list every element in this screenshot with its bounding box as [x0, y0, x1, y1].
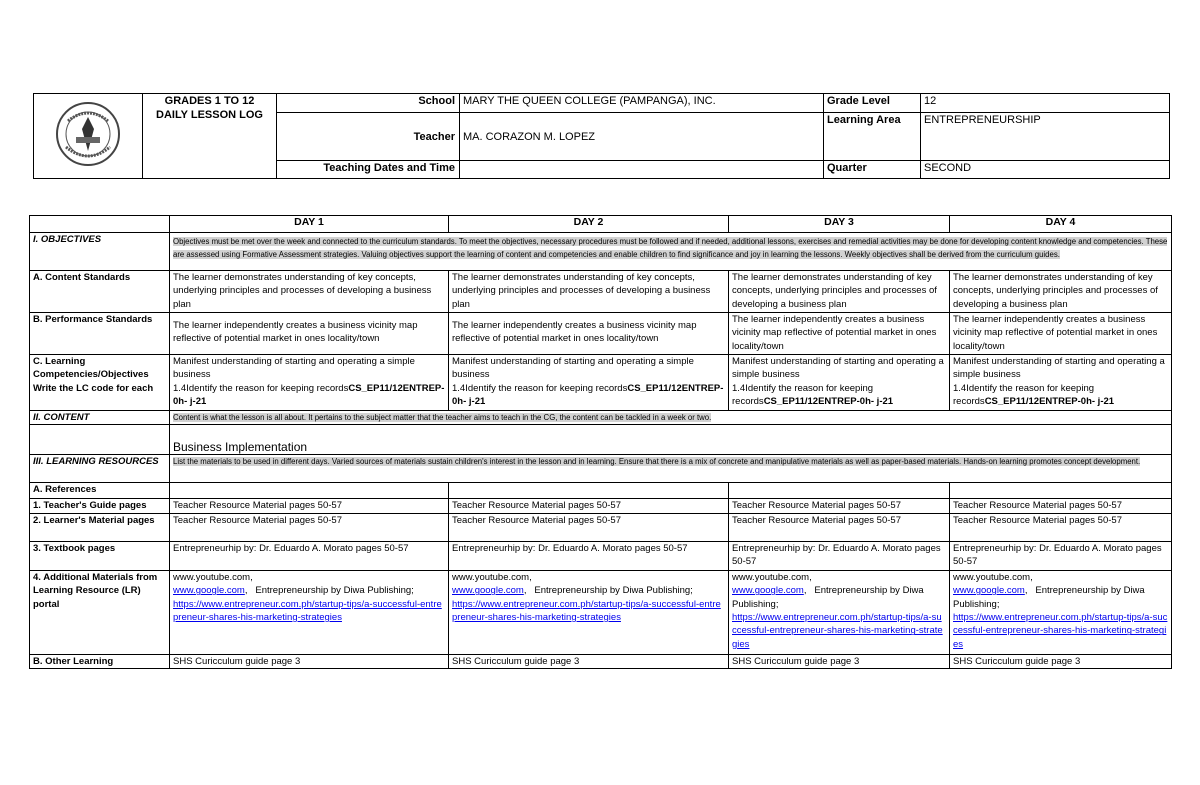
lesson-log-table [29, 215, 1172, 669]
youtube-text: www.youtube.com, [732, 571, 812, 583]
grade-level-value: 12 [921, 94, 1170, 113]
competency-sub [732, 382, 946, 409]
teachers-guide-row [30, 499, 1172, 513]
additional-materials-row [30, 570, 1172, 654]
competency-sub [452, 382, 725, 409]
google-diwa-line [953, 584, 1168, 611]
google-diwa-line [173, 584, 445, 597]
content-standards-day1: The learner demonstrates understanding of key concepts, underlying principles and processes of developing a business plan [170, 271, 449, 313]
lc-code: CS_EP11/12ENTREP-0h- j-21 [452, 382, 724, 408]
references-day3 [729, 483, 950, 499]
content-standards-row [30, 271, 1172, 313]
google-diwa-line [732, 584, 946, 611]
day-2-header: DAY 2 [449, 216, 729, 233]
content-standards-label: A. Content Standards [30, 271, 170, 313]
performance-standards-day4: The learner independently creates a business vicinity map reflective of potential market in ones locality/town [950, 313, 1172, 355]
competencies-day2 [449, 355, 729, 411]
google-link[interactable]: www.google.com [452, 585, 524, 597]
quarter-value: SECOND [921, 161, 1170, 179]
additional-materials-day1 [170, 570, 449, 654]
content-row [30, 411, 1172, 425]
google-link[interactable]: www.google.com [173, 585, 245, 597]
references-day4 [950, 483, 1172, 499]
references-label: A. References [30, 483, 170, 499]
header-table [33, 93, 1170, 179]
teachers-guide-day4: Teacher Resource Material pages 50-57 [950, 499, 1172, 513]
textbook-row [30, 541, 1172, 570]
corner-cell [30, 216, 170, 233]
teachers-guide-day2: Teacher Resource Material pages 50-57 [449, 499, 729, 513]
competency-sub-text: 1.4Identify the reason for keeping records [452, 382, 628, 394]
entrepreneur-link[interactable]: https://www.entrepreneur.com.ph/startup-tips/a-successful-entrepreneur-shares-his-marketing-strategies [732, 612, 943, 650]
day-4-header: DAY 4 [950, 216, 1172, 233]
competency-text: Manifest understanding of starting and operating a simple business [173, 356, 415, 381]
content-standards-day3: The learner demonstrates understanding of key concepts, underlying principles and processes of developing a business plan [729, 271, 950, 313]
diwa-text: Entrepreneurship by Diwa Publishing; [732, 585, 924, 610]
textbook-label: 3. Textbook pages [30, 541, 170, 570]
resources-row [30, 455, 1172, 483]
teachers-guide-day1: Teacher Resource Material pages 50-57 [170, 499, 449, 513]
entrepreneur-link[interactable]: https://www.entrepreneur.com.ph/startup-tips/a-successful-entrepreneur-shares-his-marketing-strategies [953, 612, 1168, 650]
competency-sub-text: 1.4Identify the reason for keeping records [173, 382, 349, 394]
content-note: Content is what the lesson is all about. It pertains to the subject matter that the teacher aims to teach in the CG, the content can be tackled in a week or two. [173, 413, 712, 422]
objectives-note: Objectives must be met over the week and connected to the curriculum standards. To meet the objectives, necessary procedures must be followed and if needed, additional lessons, exercises and remedial activities may be done for developing content knowledge and competencies. These are assessed using Formative Assessment strategies. Valuing objectives support the learning of content and competencies and enable children to find significance and joy in learning the lessons. Weekly objectives shall be derived from the curriculum guides. [173, 237, 1168, 260]
learners-material-label: 2. Learner's Material pages [30, 513, 170, 541]
school-label: School [277, 94, 460, 113]
youtube-text: www.youtube.com, [173, 571, 253, 583]
comma: , [803, 585, 807, 597]
youtube-text: www.youtube.com, [953, 571, 1033, 583]
performance-standards-label: B. Performance Standards [30, 313, 170, 355]
lc-code: CS_EP11/12ENTREP-0h- j-21 [173, 382, 445, 408]
competencies-day4 [950, 355, 1172, 411]
topic-title: Business Implementation [170, 425, 1172, 455]
title-line-1: GRADES 1 TO 12 [164, 95, 255, 107]
content-standards-day2: The learner demonstrates understanding of key concepts, underlying principles and processes of developing a business plan [449, 271, 729, 313]
youtube-text: www.youtube.com, [452, 571, 532, 583]
additional-materials-label: 4. Additional Materials from Learning Resource (LR) portal [30, 570, 170, 654]
learning-area-value: ENTREPRENEURSHIP [921, 113, 1170, 161]
learners-material-day4: Teacher Resource Material pages 50-57 [950, 513, 1172, 541]
day-1-header: DAY 1 [170, 216, 449, 233]
textbook-day2: Entrepreneurhip by: Dr. Eduardo A. Morato pages 50-57 [449, 541, 729, 570]
learners-material-day2: Teacher Resource Material pages 50-57 [449, 513, 729, 541]
entrepreneur-link[interactable]: https://www.entrepreneur.com.ph/startup-tips/a-successful-entrepreneur-shares-his-marketing-strategies [452, 598, 721, 624]
objectives-label: I. OBJECTIVES [30, 233, 170, 271]
objectives-note-cell [170, 233, 1172, 271]
other-learning-label: B. Other Learning [30, 654, 170, 668]
competency-text: Manifest understanding of starting and operating a simple business [452, 356, 694, 381]
other-learning-day1: SHS Curicculum guide page 3 [170, 654, 449, 668]
content-label: II. CONTENT [30, 411, 170, 425]
teaching-dates-value [460, 161, 824, 179]
competency-sub-text: 1.4Identify the reason for keeping records [732, 382, 874, 408]
day-3-header: DAY 3 [729, 216, 950, 233]
performance-standards-day3: The learner independently creates a business vicinity map reflective of potential market in ones locality/town [729, 313, 950, 355]
title-line-2: DAILY LESSON LOG [156, 109, 263, 121]
references-day2 [449, 483, 729, 499]
content-standards-day4: The learner demonstrates understanding of key concepts, underlying principles and processes of developing a business plan [950, 271, 1172, 313]
objectives-row [30, 233, 1172, 271]
competency-text: Manifest understanding of starting and operating a simple business [732, 356, 944, 381]
lc-code: CS_EP11/12ENTREP-0h- j-21 [984, 396, 1115, 408]
performance-standards-day2: The learner independently creates a business vicinity map reflective of potential market in ones locality/town [449, 313, 729, 355]
competencies-day1 [170, 355, 449, 411]
diwa-text: Entrepreneurship by Diwa Publishing; [255, 585, 414, 597]
teachers-guide-label: 1. Teacher's Guide pages [30, 499, 170, 513]
competency-sub [173, 382, 445, 409]
teaching-dates-label: Teaching Dates and Time [277, 161, 460, 179]
references-row [30, 483, 1172, 499]
entrepreneur-link[interactable]: https://www.entrepreneur.com.ph/startup-tips/a-successful-entrepreneur-shares-his-marketing-strategies [173, 598, 442, 624]
google-link[interactable]: www.google.com [732, 585, 804, 597]
additional-materials-day4 [950, 570, 1172, 654]
competencies-label: C. Learning Competencies/Objectives Write the LC code for each [30, 355, 170, 411]
resources-note-cell [170, 455, 1172, 483]
other-learning-day2: SHS Curicculum guide page 3 [449, 654, 729, 668]
content-note-cell [170, 411, 1172, 425]
comma: , [244, 585, 248, 597]
textbook-day4: Entrepreneurhip by: Dr. Eduardo A. Morato pages 50-57 [950, 541, 1172, 570]
other-learning-day4: SHS Curicculum guide page 3 [950, 654, 1172, 668]
school-value: MARY THE QUEEN COLLEGE (PAMPANGA), INC. [460, 94, 824, 113]
competencies-row [30, 355, 1172, 411]
deped-logo-cell [34, 94, 143, 179]
dll-title [143, 94, 277, 179]
competencies-day3 [729, 355, 950, 411]
day-header-row [30, 216, 1172, 233]
teachers-guide-day3: Teacher Resource Material pages 50-57 [729, 499, 950, 513]
learning-area-label: Learning Area [824, 113, 921, 161]
grade-level-label: Grade Level [824, 94, 921, 113]
other-learning-day3: SHS Curicculum guide page 3 [729, 654, 950, 668]
textbook-day3: Entrepreneurhip by: Dr. Eduardo A. Morato pages 50-57 [729, 541, 950, 570]
google-link[interactable]: www.google.com [953, 585, 1025, 597]
lc-code: CS_EP11/12ENTREP-0h- j-21 [763, 396, 894, 408]
additional-materials-day3 [729, 570, 950, 654]
references-day1 [170, 483, 449, 499]
teacher-label: Teacher [277, 113, 460, 161]
performance-standards-day1: The learner independently creates a business vicinity map reflective of potential market in ones locality/town [170, 313, 449, 355]
textbook-day1: Entrepreneurhip by: Dr. Eduardo A. Morato pages 50-57 [170, 541, 449, 570]
diwa-text: Entrepreneurship by Diwa Publishing; [953, 585, 1145, 610]
additional-materials-day2 [449, 570, 729, 654]
performance-standards-row [30, 313, 1172, 355]
google-diwa-line [452, 584, 725, 597]
resources-label: III. LEARNING RESOURCES [30, 455, 170, 483]
competency-sub [953, 382, 1168, 409]
quarter-label: Quarter [824, 161, 921, 179]
diwa-text: Entrepreneurship by Diwa Publishing; [534, 585, 693, 597]
learners-material-day1: Teacher Resource Material pages 50-57 [170, 513, 449, 541]
resources-note: List the materials to be used in different days. Varied sources of materials sustain children's interest in the lesson and in learning. Ensure that there is a mix of concrete and manipulative materials as well as paper-based materials. Hands-on learning promotes concept development. [173, 457, 1141, 467]
other-learning-row [30, 654, 1172, 668]
topic-row [30, 425, 1172, 455]
competency-sub-text: 1.4Identify the reason for keeping records [953, 382, 1095, 408]
learners-material-day3: Teacher Resource Material pages 50-57 [729, 513, 950, 541]
topic-label-cell [30, 425, 170, 455]
learners-material-row [30, 513, 1172, 541]
comma: , [523, 585, 527, 597]
competency-text: Manifest understanding of starting and operating a simple business [953, 356, 1165, 381]
comma: , [1024, 585, 1028, 597]
teacher-value: MA. CORAZON M. LOPEZ [460, 113, 824, 161]
deped-seal-icon [38, 101, 138, 167]
